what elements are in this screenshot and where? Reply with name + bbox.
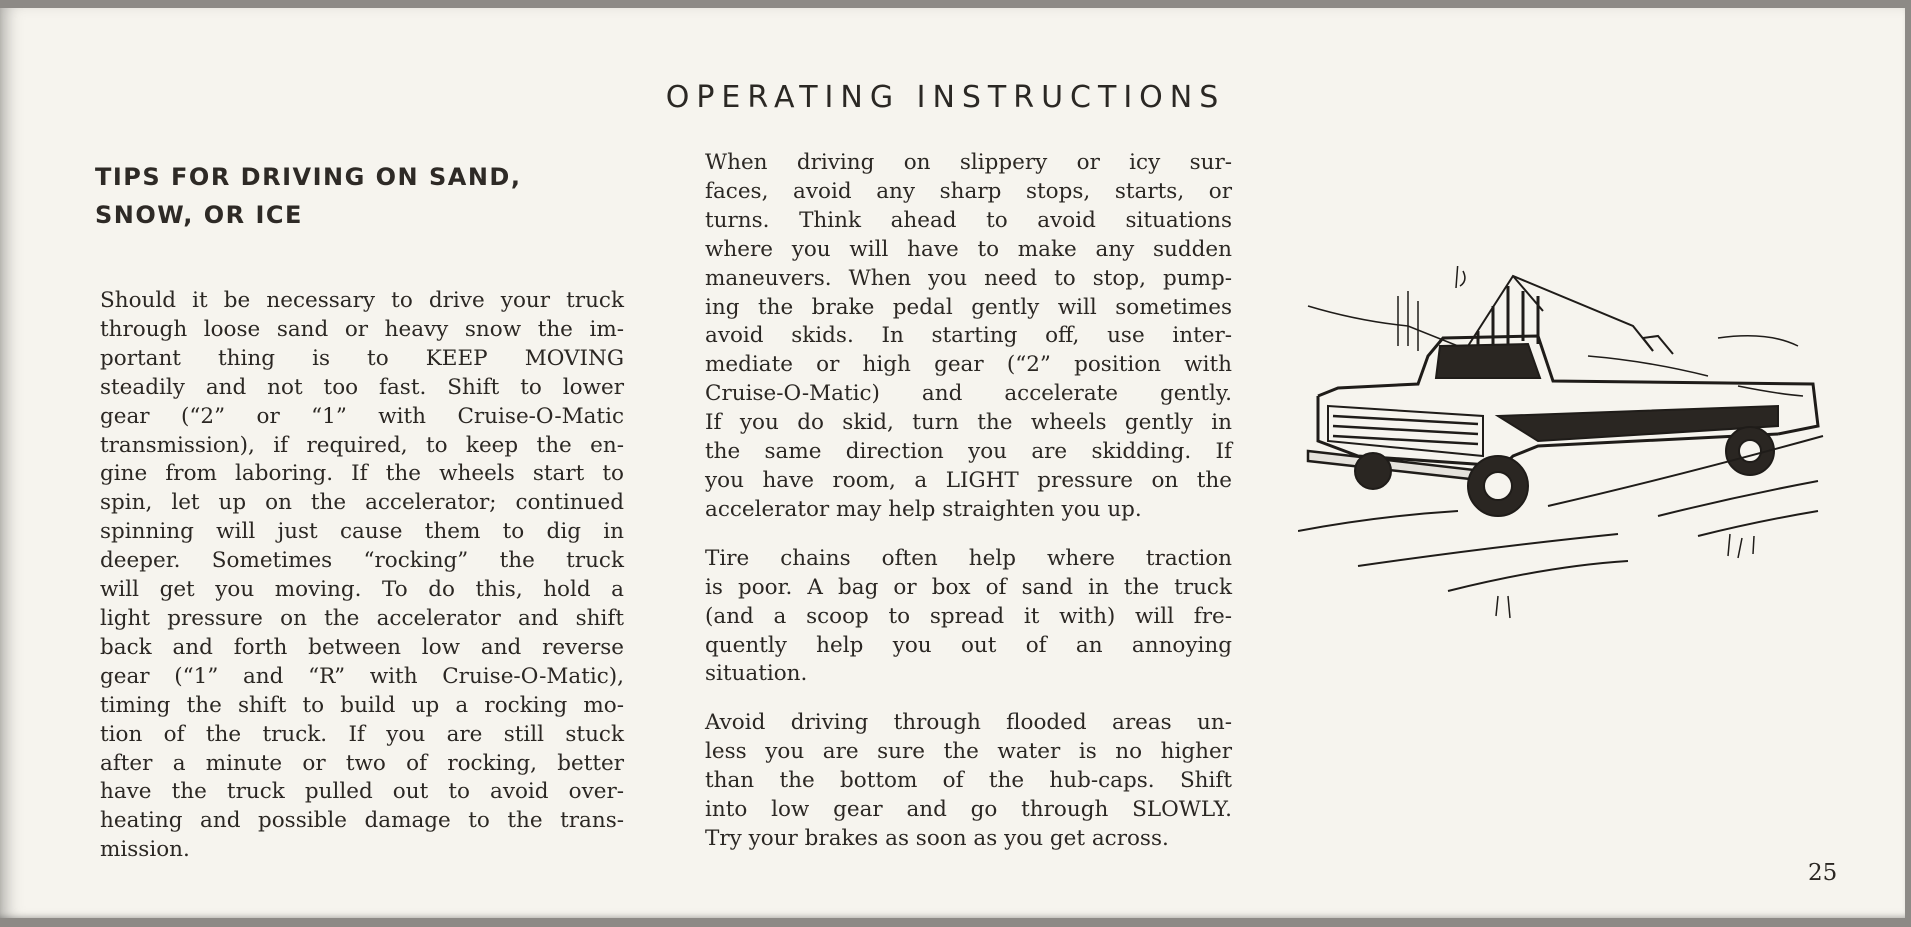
page-title	[0, 80, 1911, 115]
section-heading	[95, 158, 521, 234]
text-line: back and forth between low and reverse	[100, 634, 624, 660]
text-line: steadily and not too fast. Shift to lower	[100, 374, 624, 400]
text-line: maneuvers. When you need to stop, pump-	[705, 265, 1232, 291]
text-line: tion of the truck. If you are still stuck	[100, 721, 624, 747]
heading-line: TIPS FOR DRIVING ON SAND,	[95, 163, 522, 191]
text-line: If you do skid, turn the wheels gently in	[705, 410, 1232, 436]
text-line: than the bottom of the hub-caps. Shift	[705, 768, 1232, 794]
heading-line: SNOW, OR ICE	[95, 201, 303, 229]
paragraph	[705, 149, 1232, 525]
manual-page	[0, 8, 1905, 918]
text-line: Cruise-O-Matic) and accelerate gently.	[705, 381, 1232, 407]
paragraph	[705, 545, 1232, 690]
text-line: mediate or high gear (“2” position with	[705, 352, 1232, 378]
text-line: heating and possible damage to the trans-	[100, 808, 624, 834]
text-line: you have room, a LIGHT pressure on the	[705, 467, 1232, 493]
text-line: Tire chains often help where traction	[705, 545, 1232, 571]
text-line: the same direction you are skidding. If	[705, 439, 1232, 465]
text-line: after a minute or two of rocking, better	[100, 750, 624, 776]
text-line: ing the brake pedal gently will sometimes	[705, 294, 1232, 320]
text-line: portant thing is to KEEP MOVING	[100, 345, 624, 371]
text-line: faces, avoid any sharp stops, starts, or	[705, 178, 1232, 204]
text-line: (and a scoop to spread it with) will fre-	[705, 603, 1232, 629]
page-number: 25	[1808, 860, 1838, 886]
text-line: through loose sand or heavy snow the im-	[100, 316, 624, 342]
middle-column	[705, 149, 1232, 874]
text-line: less you are sure the water is no higher	[705, 739, 1232, 765]
text-line: quently help you out of an annoying	[705, 632, 1232, 658]
text-line: spin, let up on the accelerator; continued	[100, 490, 624, 516]
pickup-truck-snow-illustration	[1298, 266, 1838, 686]
text-line: where you will have to make any sudden	[705, 236, 1232, 262]
text-line: Try your brakes as soon as you get across.	[705, 825, 1169, 851]
text-line: will get you moving. To do this, hold a	[100, 577, 624, 603]
text-line: turns. Think ahead to avoid situations	[705, 207, 1232, 233]
text-line: timing the shift to build up a rocking mo-	[100, 692, 624, 718]
text-line: deeper. Sometimes “rocking” the truck	[100, 548, 624, 574]
text-line: situation.	[705, 661, 808, 687]
left-column	[100, 287, 624, 885]
paragraph	[100, 287, 624, 865]
paragraph	[705, 709, 1232, 854]
page-title-text: OPERATING INSTRUCTIONS	[665, 80, 1226, 115]
text-line: transmission), if required, to keep the en-	[100, 432, 624, 458]
text-line: have the truck pulled out to avoid over-	[100, 779, 624, 805]
text-line: When driving on slippery or icy sur-	[705, 150, 1232, 175]
text-line: mission.	[100, 837, 190, 863]
text-line: is poor. A bag or box of sand in the truck	[705, 574, 1232, 600]
text-line: Should it be necessary to drive your truck	[100, 288, 624, 313]
text-line: gear (“2” or “1” with Cruise-O-Matic	[100, 403, 624, 429]
text-line: gear (“1” and “R” with Cruise-O-Matic),	[100, 663, 624, 689]
text-line: Avoid driving through flooded areas un-	[705, 710, 1232, 736]
text-line: into low gear and go through SLOWLY.	[705, 797, 1232, 823]
text-line: accelerator may help straighten you up.	[705, 496, 1142, 522]
text-line: spinning will just cause them to dig in	[100, 519, 624, 545]
text-line: light pressure on the accelerator and shift	[100, 605, 624, 631]
text-line: gine from laboring. If the wheels start to	[100, 461, 624, 487]
text-line: avoid skids. In starting off, use inter-	[705, 323, 1232, 349]
